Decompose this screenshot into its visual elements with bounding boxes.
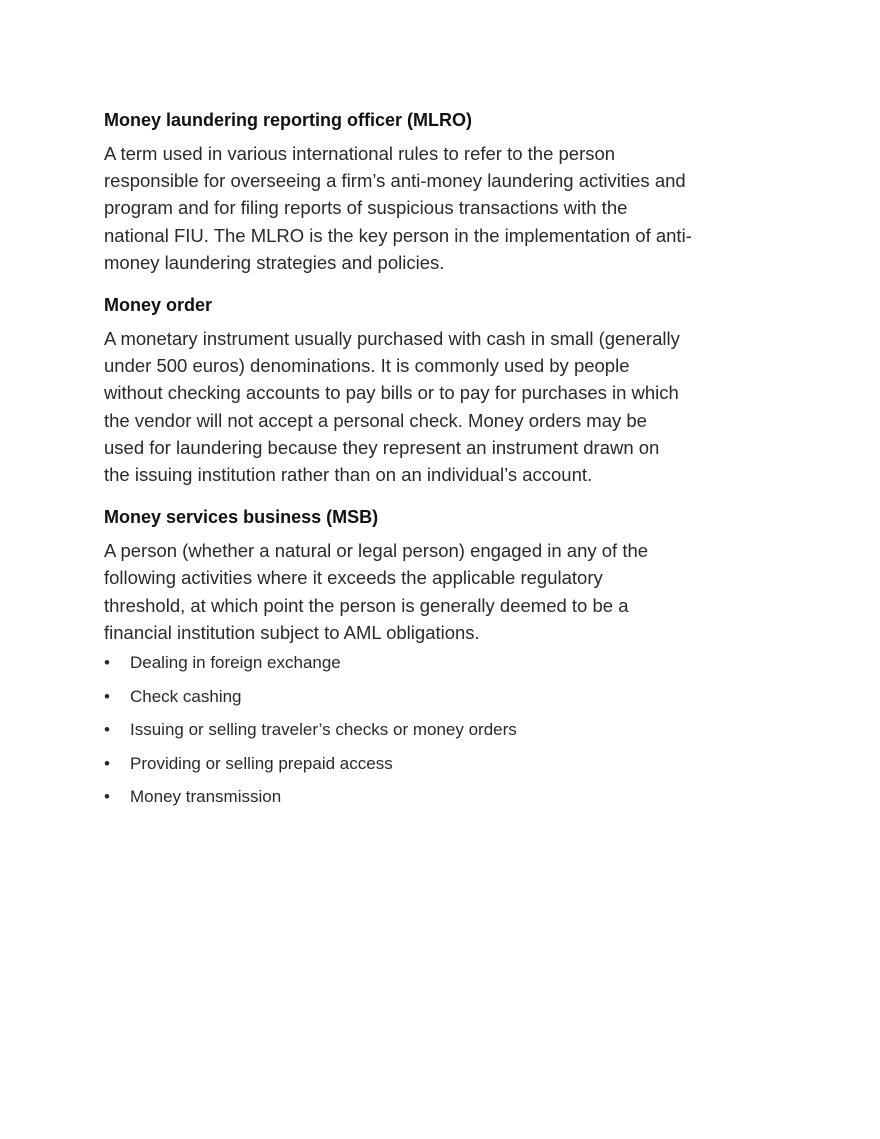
activity-list	[104, 652, 754, 808]
glossary-entry-money-order	[104, 293, 754, 488]
term-definition	[104, 325, 754, 488]
list-item	[104, 719, 754, 741]
definition-line: financial institution subject to AML obligations.	[104, 621, 480, 643]
list-item	[104, 686, 754, 708]
definition-line: program and for filing reports of suspicious transactions with the	[104, 197, 628, 219]
definition-line: money laundering strategies and policies.	[104, 251, 445, 273]
list-item	[104, 652, 754, 674]
list-item	[104, 753, 754, 775]
definition-line: the vendor will not accept a personal check. Money orders may be	[104, 409, 647, 431]
bullet-icon: •	[104, 787, 110, 807]
definition-line: A person (whether a natural or legal person) engaged in any of the	[104, 540, 649, 562]
definition-line: used for laundering because they represent an instrument drawn on	[104, 436, 660, 458]
term-definition	[104, 537, 754, 646]
bullet-icon: •	[104, 720, 110, 740]
definition-line: under 500 euros) denominations. It is commonly used by people	[104, 355, 630, 377]
definition-line: A term used in various international rules to refer to the person	[104, 143, 616, 164]
bullet-icon: •	[104, 753, 110, 773]
list-item-text: Money transmission	[130, 787, 282, 807]
term-definition	[104, 140, 754, 276]
glossary-entry-msb	[104, 505, 754, 808]
definition-line: the issuing institution rather than on an individual’s account.	[104, 464, 593, 486]
bullet-icon: •	[104, 686, 110, 706]
definition-line: following activities where it exceeds the applicable regulatory	[104, 567, 603, 589]
definition-line: threshold, at which point the person is generally deemed to be a	[104, 594, 629, 616]
definition-line: national FIU. The MLRO is the key person in the implementation of anti-	[104, 224, 692, 246]
term-heading: Money services business (MSB)	[104, 507, 379, 528]
list-item-text: Check cashing	[130, 686, 242, 706]
definition-line: A monetary instrument usually purchased with cash in small (generally	[104, 328, 680, 350]
bullet-icon: •	[104, 653, 110, 673]
list-item-text: Issuing or selling traveler’s checks or money orders	[130, 720, 517, 740]
term-heading: Money laundering reporting officer (MLRO)	[104, 110, 472, 130]
definition-line: without checking accounts to pay bills or to pay for purchases in which	[104, 382, 679, 404]
list-item-text: Dealing in foreign exchange	[130, 653, 341, 673]
glossary-entry-mlro	[104, 108, 754, 276]
definition-line: responsible for overseeing a firm’s anti-money laundering activities and	[104, 170, 686, 192]
document-page	[104, 108, 754, 820]
term-heading: Money order	[104, 295, 213, 316]
list-item-text: Providing or selling prepaid access	[130, 753, 393, 773]
list-item	[104, 786, 754, 808]
